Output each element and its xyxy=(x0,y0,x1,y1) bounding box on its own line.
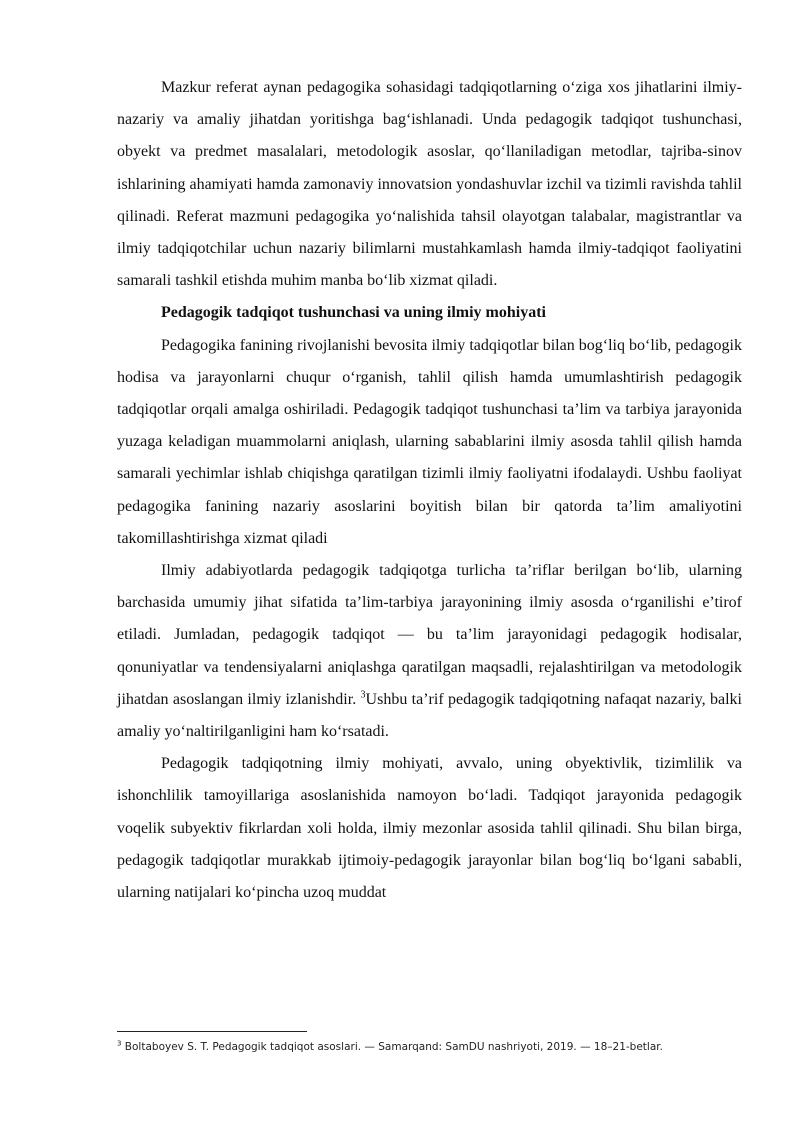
footnote-marker: 3 xyxy=(360,689,366,701)
paragraph-2: Pedagogika fanining rivojlanishi bevosita ilmiy tadqiqotlar bilan bog‘liq bo‘lib, pedagogik hodisa va jarayonlarni chuqur o‘rganish, tahlil qilish hamda umumlashtirish pedagogik tadqiqotlar orqali amalga oshiriladi. Pedagogik tadqiqot tushunchasi ta’lim va tarbiya jarayonida yuzaga keladigan muammolarni aniqlash, ularning sabablarini ilmiy asosda tahlil qilish hamda samarali yechimlar ishlab chiqishga qaratilgan tizimli ilmiy faoliyatni ifodalaydi. Ushbu faoliyat pedagogika fanining nazariy asoslarini boyitish bilan bir qatorda ta’lim amaliyotini takomillashtirishga xizmat qiladi xyxy=(117,336,742,547)
paragraph-3 xyxy=(117,555,742,748)
footnote xyxy=(117,1041,742,1053)
section-heading: Pedagogik tadqiqot tushunchasi va uning ilmiy mohiyati xyxy=(161,304,546,322)
footnote-text: Boltaboyev S. T. Pedagogik tadqiqot asoslari. — Samarqand: SamDU nashriyoti, 2019. — 18–21-betlar. xyxy=(121,1041,663,1053)
paragraph-3-part-b: Ushbu ta’rif pedagogik tadqiqotning nafaqat nazariy, balki amaliy yo‘naltirilganligini ham ko‘rsatadi. xyxy=(117,690,742,741)
paragraph-3-part-a: Ilmiy adabiyotlarda pedagogik tadqiqotga turlicha ta’riflar berilgan bo‘lib, ularning barchasida umumiy jihat sifatida ta’lim-tarbiya jarayonining ilmiy asosda o‘rganilishi e’tirof etiladi. Jumladan, pedagogik tadqiqot — bu ta’lim jarayonidagi pedagogik hodisalar, qonuniyatlar va tendensiyalarni aniqlashga qaratilgan maqsadli, rejalashtirilgan va metodologik jihatdan asoslangan ilmiy izlanishdir. xyxy=(117,562,742,708)
footnote-separator xyxy=(117,1031,307,1032)
document-body xyxy=(117,72,742,909)
footnote-number: 3 xyxy=(117,1039,122,1048)
paragraph-4: Pedagogik tadqiqotning ilmiy mohiyati, avvalo, uning obyektivlik, tizimlilik va ishonchlilik tamoyillariga asoslanishida namoyon bo‘ladi. Tadqiqot jarayonida pedagogik voqelik subyektiv fikrlardan xoli holda, ilmiy mezonlar asosida tahlil qilinadi. Shu bilan birga, pedagogik tadqiqotlar murakkab ijtimoiy-pedagogik jarayonlar bilan bog‘liq bo‘lgani sababli, ularning natijalari ko‘pincha uzoq muddat xyxy=(117,755,742,902)
intro-paragraph: Mazkur referat aynan pedagogika sohasidagi tadqiqotlarning o‘ziga xos jihatlarini ilmiy-nazariy va amaliy jihatdan yoritishga bag‘ishlanadi. Unda pedagogik tadqiqot tushunchasi, obyekt va predmet masalalari, metodologik asoslar, qo‘llaniladigan metodlar, tajriba-sinov ishlarining ahamiyati hamda zamonaviy innovatsion yondashuvlar izchil va tizimli ravishda tahlil qilinadi. Referat mazmuni pedagogika yo‘nalishida tahsil olayotgan talabalar, magistrantlar va ilmiy tadqiqotchilar uchun nazariy bilimlarni mustahkamlash hamda ilmiy-tadqiqot faoliyatini samarali tashkil etishda muhim manba bo‘lib xizmat qiladi. xyxy=(117,79,742,290)
